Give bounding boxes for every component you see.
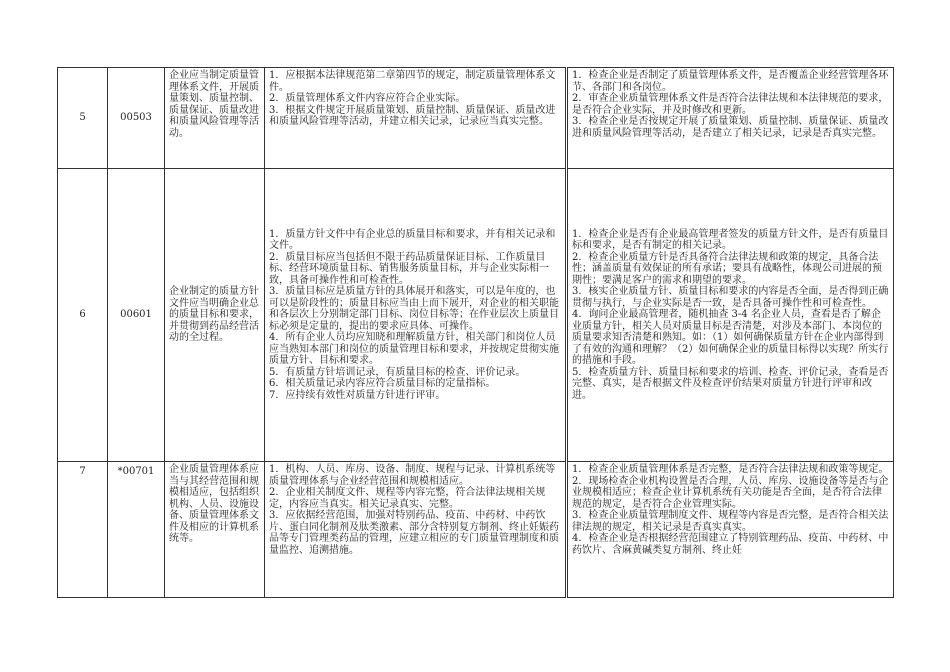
- inspection-item: 企业质量管理体系应当与其经营范围和规模相适应，包括组织机构、人员、设施设备、质量管理体系文件及相应的计算机系统等。: [165, 462, 265, 598]
- inspection-standards: [265, 68, 567, 169]
- clause-line: 3．检查企业质量管理制度文件、规程等内容是否完整，是否符合相关法律法规的规定，相关记录是否真实真实。: [572, 510, 889, 533]
- clause-line: 3．检查企业是否按规定开展了质量策划、质量控制、质量保证、质量改进和质量风险管理等活动，是否建立了相关记录，记录是否真实完整。: [572, 116, 889, 139]
- inspection-methods: [567, 462, 894, 598]
- clause-line: 3．根据文件规定开展质量策划、质量控制、质量保证、质量改进和质量风险管理等活动，并建立相关记录，记录应当真实完整。: [269, 104, 556, 127]
- row-number: 7: [58, 462, 108, 598]
- clause-line: 2．审查企业质量管理体系文件是否符合法律法规和本法律规范的要求，是否符合企业实际，并及时修改和更新。: [572, 93, 889, 116]
- clause-line: 2．质量目标应当包括但不限于药品质量保证目标、工作质量目标、经营环境质量目标、销售服务质量目标，并与企业实际相一致，具备可操作性和可检查性。: [269, 251, 549, 286]
- row-number: 5: [58, 68, 108, 169]
- clause-line: 4．所有企业人员均应知晓和理解质量方针，相关部门和岗位人员应当熟知本部门和岗位的质量管理目标和要求，并按规定贯彻实施质量方针、目标和要求。: [269, 332, 559, 367]
- table-body: [58, 68, 894, 598]
- clause-line: 3．应依据经营范围，加强对特别药品、疫苗、中药材、中药饮片、蛋白同化制剂及肽类激素、部分含特别复方制剂、终止妊娠药品等专门管理类药品的管理，应建立相应的专门质量管理制度和质量监控、追溯措施。: [269, 510, 559, 556]
- inspection-item: 企业应当制定质量管理体系文件，开展质量策划、质量控制、质量保证、质量改进和质量风险管理等活动。: [165, 68, 265, 169]
- inspection-standards: [265, 169, 567, 462]
- inspection-methods: [567, 169, 894, 462]
- clause-line: 4．检查企业是否根据经营范围建立了特别管理药品、疫苗、中药材、中药饮片、含麻黄碱类复方制剂、终止妊: [572, 533, 889, 556]
- clause-line: 2．现场检查企业机构设置是否合理，人员、库房、设施设备等是否与企业规模相适应；检查企业计算机系统有关功能是否全面，是否符合法律规范的规定，是否符合企业管理实际。: [572, 475, 889, 510]
- clause-line: 5．检查质量方针、质量目标和要求的培训、检查、评价记录，查看是否完整、真实，是否根据文件及检查评价结果对质量方针进行评审和改进。: [572, 366, 889, 401]
- clause-line: 1．应根据本法律规范第二章第四节的规定，制定质量管理体系文件。: [269, 70, 556, 93]
- clause-line: 4．询问企业最高管理者，随机抽查 3-4 名企业人员，查看是否了解企业质量方针，相关人员对质量目标是否清楚，对涉及本部门、本岗位的质量要求知否清楚和熟知。如：（1）如何确保质量方针在企业内部得到了有效的沟通和理解？（2）如何确保企业的质量目标得以实现？所实行的措施和手段。: [572, 309, 889, 367]
- inspection-item: 企业制定的质量方针文件应当明确企业总的质量目标和要求，并贯彻到药品经营活动的全过程。: [165, 169, 265, 462]
- table-row: [58, 462, 894, 598]
- table-row: [58, 68, 894, 169]
- clause-line: 2．质量管理体系文件内容应符合企业实际。: [269, 93, 466, 104]
- table-row: [58, 169, 894, 462]
- clause-line: 5．有质量方针培训记录，有质量目标的检查、评价记录。: [269, 366, 526, 378]
- clause-line: 6．相关质量记录内容应符合质量目标的定量指标。: [269, 378, 496, 390]
- inspection-standards: [265, 462, 567, 598]
- clause-line: 1．质量方针文件中有企业总的质量目标和要求，并有相关记录和文件。: [269, 228, 556, 252]
- clause-line: 1．检查企业质量管理体系是否完整，是否符合法律法规和政策等规定。: [572, 464, 889, 475]
- clause-line: 1．检查企业是否制定了质量管理体系文件，是否覆盖企业经营管理各环节、各部门和各岗位。: [572, 70, 889, 93]
- clause-line: 3．质量目标应是质量方针的具体展开和落实，可以是年度的，也可以是阶段性的；质量目标应当由上而下展开，对企业的相关职能和各层次上分别制定部门目标、岗位目标等；在作业层次上质量目标必须是定量的，提出的要求应具体、可操作。: [269, 286, 559, 332]
- inspection-methods: [567, 68, 894, 169]
- inspection-standards-table: [57, 67, 894, 598]
- row-number: 6: [58, 169, 108, 462]
- item-code: 00601: [108, 169, 165, 462]
- clause-line: 3．核实企业质量方针、质量目标和要求的内容是否全面，是否得到正确贯彻与执行，与企业实际是否一致，是否具备可操作性和可检查性。: [572, 286, 889, 309]
- clause-line: 2．检查企业质量方针是否具备符合法律法规和政策的规定，具备合法性；涵盖质量有效保证的所有承诺；要具有战略性，体现公司进展的预期性；要满足客户的需求和期望的要求。: [572, 251, 882, 286]
- item-code: *00701: [108, 462, 165, 598]
- clause-line: 7．应持续有效性对质量方针进行评审。: [269, 389, 446, 401]
- clause-line: 1．检查企业是否有企业最高管理者签发的质量方针文件，是否有质量目标和要求，是否有制定的相关记录。: [572, 228, 889, 252]
- item-code: 00503: [108, 68, 165, 169]
- clause-line: 2．企业相关制度文件、规程等内容完整，符合法律法规相关规定，内容应当真实。相关记录真实、完整。: [269, 487, 546, 510]
- clause-line: 1．机构、人员、库房、设备、制度、规程与记录、计算机系统等质量管理体系与企业经营范围和规模相适应。: [269, 464, 556, 487]
